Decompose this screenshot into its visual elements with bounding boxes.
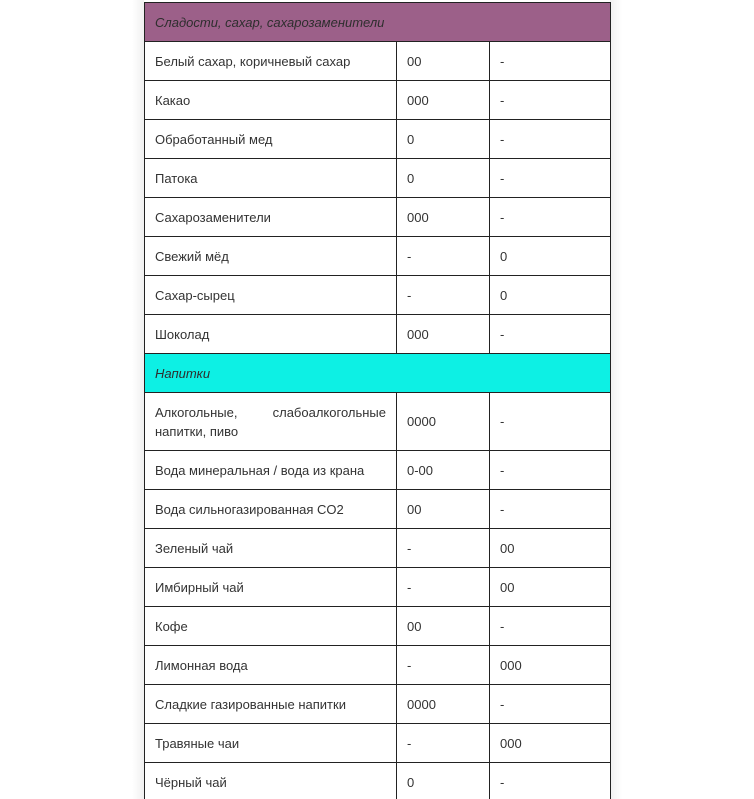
table-row — [145, 685, 611, 724]
category-row-sweets — [145, 3, 611, 42]
table-row — [145, 120, 611, 159]
table-row — [145, 451, 611, 490]
food-name: Зеленый чай — [145, 529, 397, 568]
value-cell: - — [490, 490, 611, 529]
value-cell: 0 — [397, 159, 490, 198]
value-cell: - — [490, 451, 611, 490]
food-name: Обработанный мед — [145, 120, 397, 159]
food-name: Свежий мёд — [145, 237, 397, 276]
food-name: Шоколад — [145, 315, 397, 354]
table-row — [145, 724, 611, 763]
table-row — [145, 276, 611, 315]
food-name: Кофе — [145, 607, 397, 646]
food-name: Алкогольные, слабоалкогольные напитки, пиво — [145, 393, 397, 451]
table-row — [145, 81, 611, 120]
value-cell: 00 — [490, 568, 611, 607]
value-cell: 0 — [397, 120, 490, 159]
value-cell: - — [490, 607, 611, 646]
value-cell: 0000 — [397, 393, 490, 451]
food-name: Имбирный чай — [145, 568, 397, 607]
table-row — [145, 607, 611, 646]
value-cell: - — [397, 646, 490, 685]
value-cell: 000 — [490, 646, 611, 685]
food-compatibility-table — [144, 2, 611, 799]
table-row — [145, 315, 611, 354]
value-cell: - — [397, 237, 490, 276]
value-cell: - — [490, 81, 611, 120]
value-cell: 0 — [490, 276, 611, 315]
value-cell: 000 — [397, 315, 490, 354]
value-cell: 00 — [397, 607, 490, 646]
value-cell: - — [397, 724, 490, 763]
table-row — [145, 198, 611, 237]
value-cell: - — [397, 276, 490, 315]
value-cell: - — [490, 685, 611, 724]
food-name: Лимонная вода — [145, 646, 397, 685]
value-cell: 000 — [397, 198, 490, 237]
category-title: Сладости, сахар, сахарозаменители — [145, 3, 611, 42]
table-row — [145, 237, 611, 276]
value-cell: 00 — [397, 490, 490, 529]
left-page-shadow — [132, 0, 144, 799]
value-cell: 00 — [397, 42, 490, 81]
value-cell: - — [397, 529, 490, 568]
food-name: Сахарозаменители — [145, 198, 397, 237]
table-row — [145, 159, 611, 198]
value-cell: - — [490, 763, 611, 799]
food-name: Сладкие газированные напитки — [145, 685, 397, 724]
value-cell: 000 — [490, 724, 611, 763]
value-cell: - — [490, 159, 611, 198]
value-cell: - — [490, 393, 611, 451]
value-cell: 0 — [397, 763, 490, 799]
category-row-drinks — [145, 354, 611, 393]
table-row — [145, 529, 611, 568]
food-name: Чёрный чай — [145, 763, 397, 799]
value-cell: 0 — [490, 237, 611, 276]
table-row — [145, 646, 611, 685]
category-title: Напитки — [145, 354, 611, 393]
table-row — [145, 763, 611, 799]
table-row — [145, 42, 611, 81]
value-cell: - — [490, 315, 611, 354]
table-row — [145, 490, 611, 529]
value-cell: - — [490, 42, 611, 81]
food-name: Вода сильногазированная CO2 — [145, 490, 397, 529]
value-cell: 000 — [397, 81, 490, 120]
value-cell: - — [490, 198, 611, 237]
right-page-shadow — [610, 0, 622, 799]
food-name: Какао — [145, 81, 397, 120]
food-name: Сахар-сырец — [145, 276, 397, 315]
food-name: Белый сахар, коричневый сахар — [145, 42, 397, 81]
table-row — [145, 393, 611, 451]
value-cell: 0-00 — [397, 451, 490, 490]
food-name: Вода минеральная / вода из крана — [145, 451, 397, 490]
value-cell: 00 — [490, 529, 611, 568]
value-cell: 0000 — [397, 685, 490, 724]
value-cell: - — [490, 120, 611, 159]
food-name: Травяные чаи — [145, 724, 397, 763]
value-cell: - — [397, 568, 490, 607]
food-name: Патока — [145, 159, 397, 198]
table-row — [145, 568, 611, 607]
